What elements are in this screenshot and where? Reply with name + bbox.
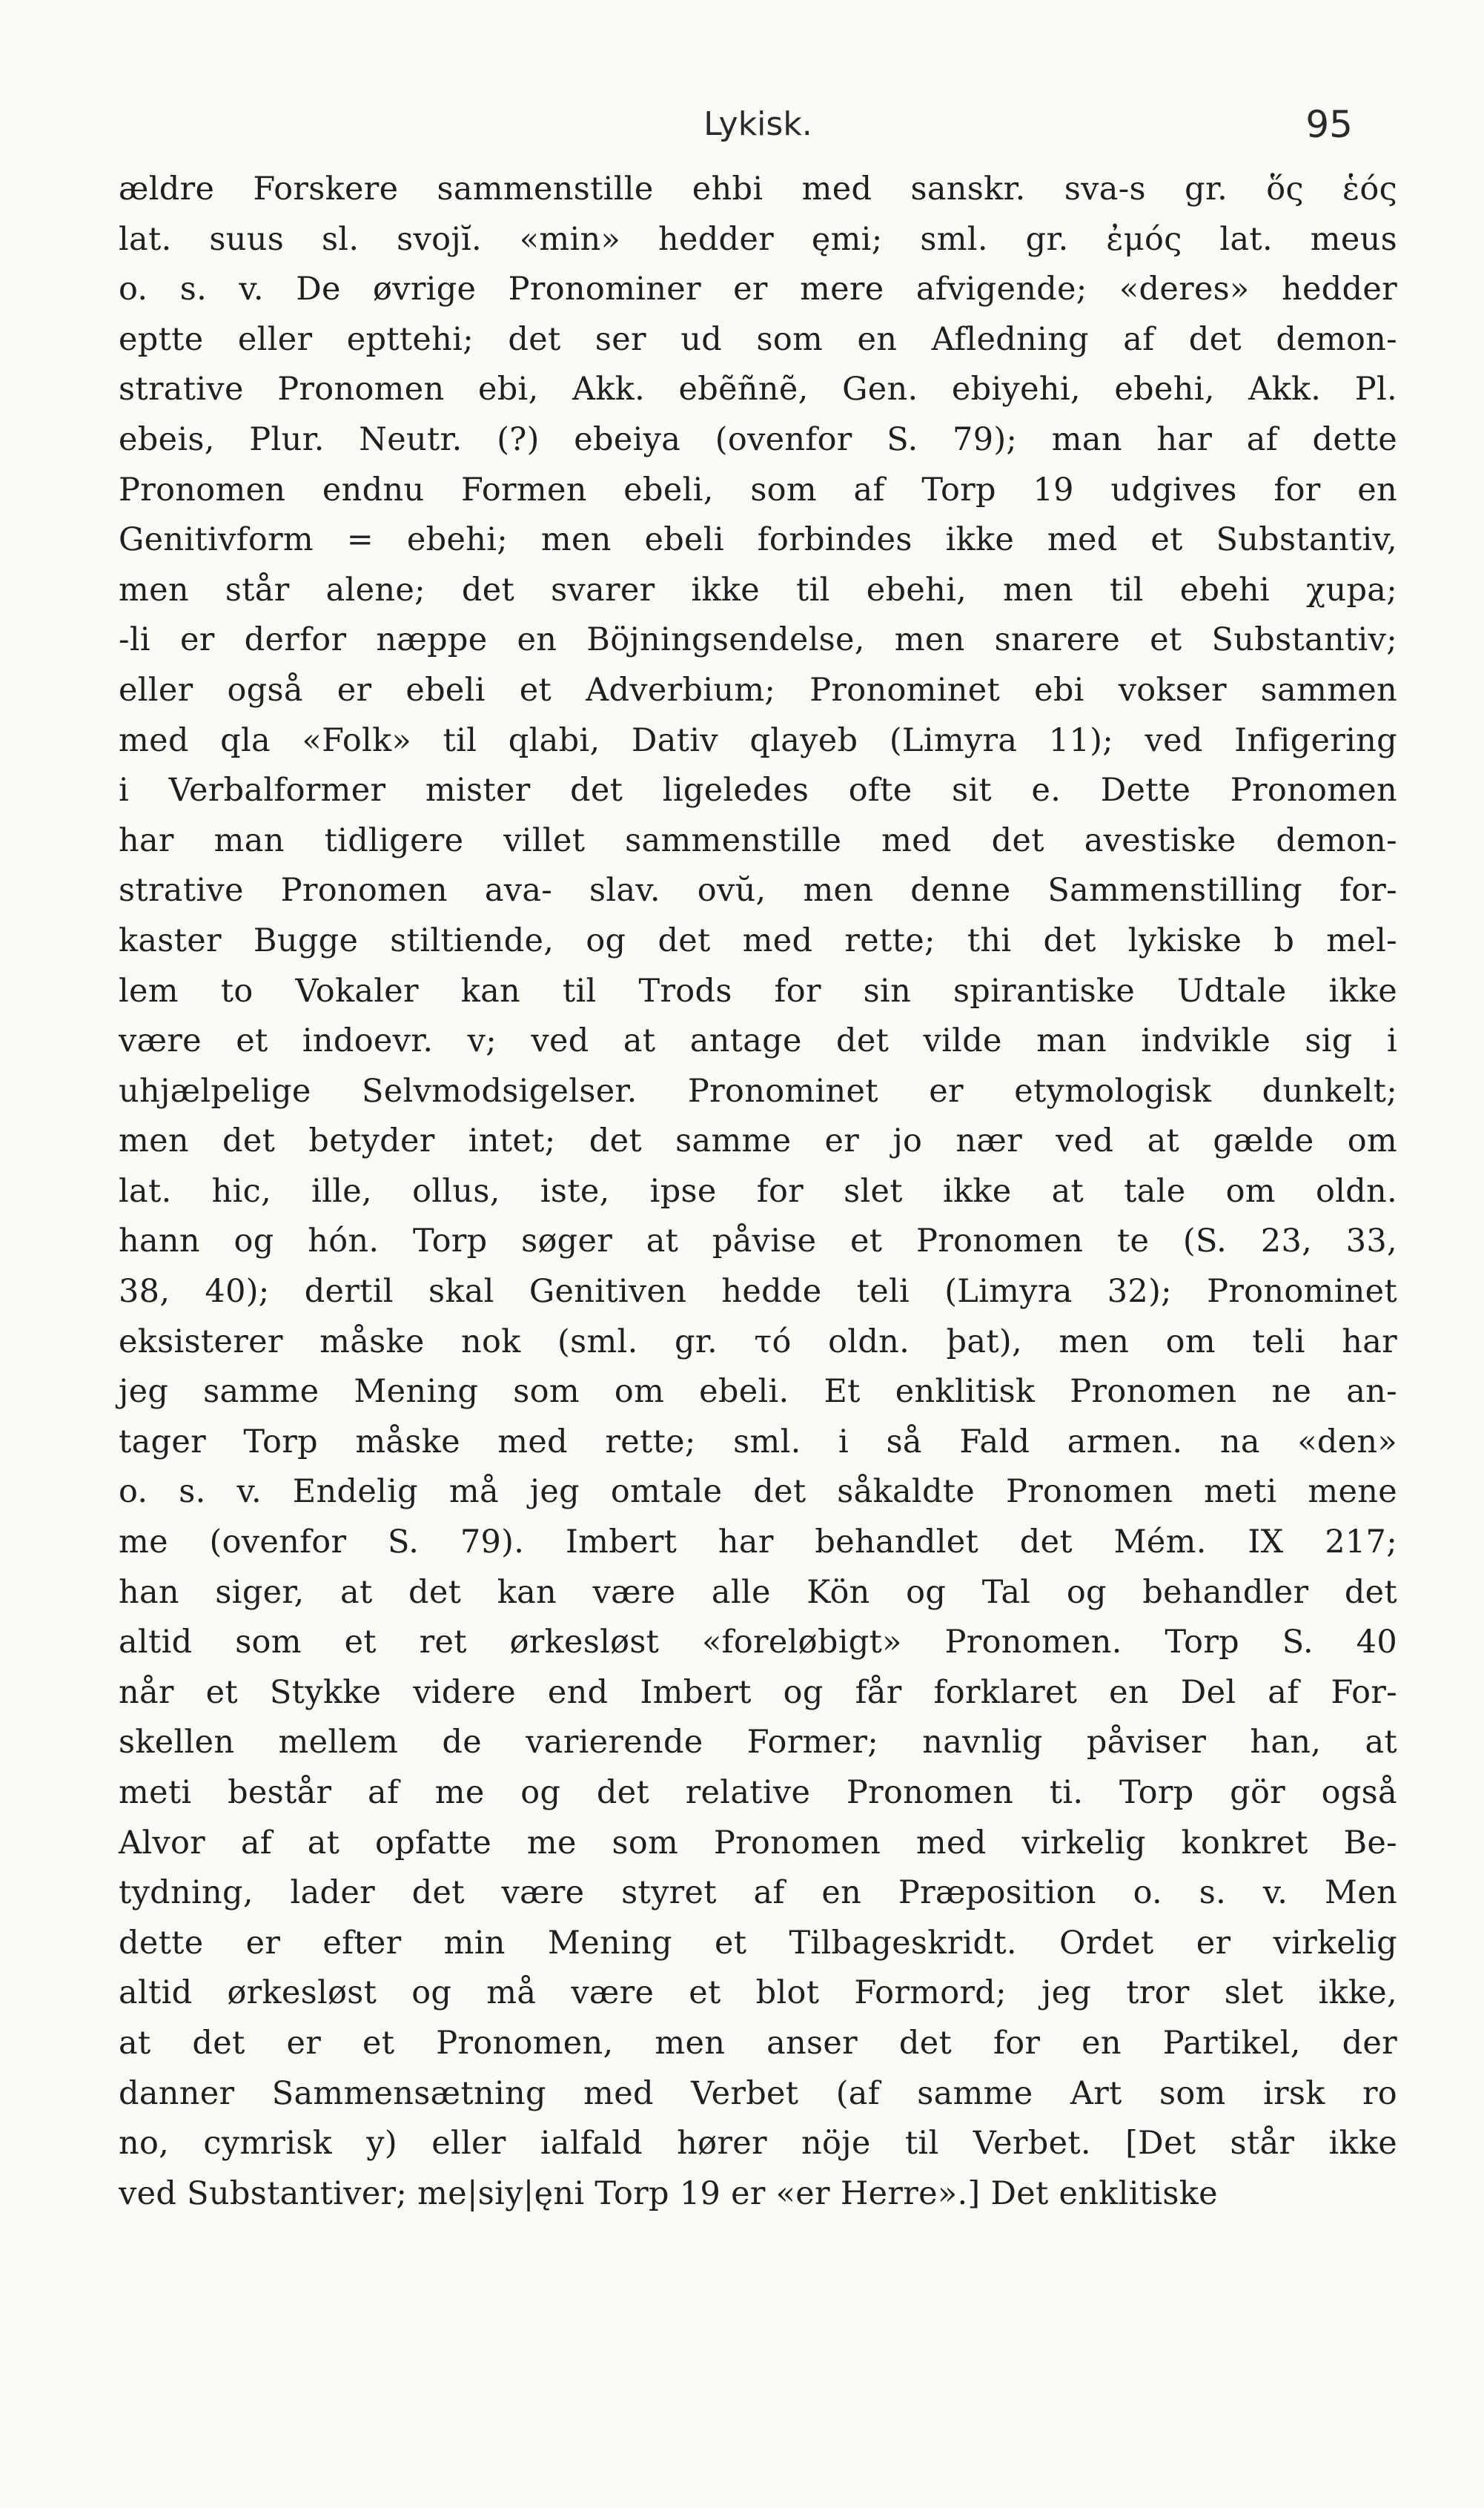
text-line: med qla «Folk» til qlabi, Dativ qlayeb (Limyra 11); ved Infigering [119, 721, 1397, 759]
text-line: når et Stykke videre end Imbert og får forklaret en Del af For- [119, 1673, 1397, 1711]
text-line: danner Sammensætning med Verbet (af samme Art som irsk ro [119, 2074, 1397, 2112]
text-line: tydning, lader det være styret af en Præposition o. s. v. Men [119, 1874, 1397, 1912]
text-line: altid som et ret ørkesløst «foreløbigt» Pronomen. Torp S. 40 [119, 1624, 1397, 1661]
text-line: eptte eller epttehi; det ser ud som en Afledning af det demon- [119, 320, 1397, 358]
text-line: strative Pronomen ava- slav. ovŭ, men denne Sammenstilling for- [119, 872, 1397, 910]
text-line: Pronomen endnu Formen ebeli, som af Torp 19 udgives for en [119, 471, 1397, 509]
text-line: tager Torp måske med rette; sml. i så Fald armen. na «den» [119, 1423, 1397, 1460]
text-line: men det betyder intet; det samme er jo nær ved at gælde om [119, 1122, 1397, 1160]
text-line: ved Substantiver; me|siy|ęni Torp 19 er «er Herre».] Det enklitiske [119, 2174, 1218, 2212]
page-number: 95 [1305, 103, 1353, 146]
text-line: kaster Bugge stiltiende, og det med rette; thi det lykiske b mel- [119, 922, 1397, 959]
body-text [119, 165, 1397, 2219]
text-line: me (ovenfor S. 79). Imbert har behandlet det Mém. IX 217; [119, 1523, 1397, 1561]
text-line: være et indoevr. v; ved at antage det vilde man indvikle sig i [119, 1022, 1397, 1060]
text-line: skellen mellem de varierende Former; navnlig påviser han, at [119, 1724, 1397, 1761]
text-line: no, cymrisk y) eller ialfald hører nöje til Verbet. [Det står ikke [119, 2125, 1397, 2163]
text-line: har man tidligere villet sammenstille med det avestiske demon- [119, 821, 1397, 859]
text-line: han siger, at det kan være alle Kön og Tal og behandler det [119, 1573, 1397, 1611]
text-line: Genitivform = ebehi; men ebeli forbindes ikke med et Substantiv, [119, 521, 1397, 559]
text-line: at det er et Pronomen, men anser det for en Partikel, der [119, 2024, 1397, 2062]
text-line: eksisterer måske nok (sml. gr. τό oldn. þat), men om teli har [119, 1323, 1397, 1360]
text-line: 38, 40); dertil skal Genitiven hedde teli (Limyra 32); Pronominet [119, 1273, 1397, 1311]
text-line: o. s. v. De øvrige Pronominer er mere afvigende; «deres» hedder [119, 271, 1397, 308]
text-line: ældre Forskere sammenstille ehbi med sanskr. sva-s gr. ὅς ἑός [119, 171, 1397, 208]
running-title: Lykisk. [703, 105, 812, 143]
running-header [119, 95, 1397, 154]
text-line: o. s. v. Endelig må jeg omtale det såkaldte Pronomen meti mene [119, 1473, 1397, 1511]
text-line: dette er efter min Mening et Tilbageskridt. Ordet er virkelig [119, 1924, 1397, 1962]
text-line: -li er derfor næppe en Böjningsendelse, men snarere et Substantiv; [119, 621, 1397, 659]
text-line: meti består af me og det relative Pronomen ti. Torp gör også [119, 1774, 1397, 1811]
text-line: jeg samme Mening som om ebeli. Et enklitisk Pronomen ne an- [119, 1373, 1397, 1411]
text-line: altid ørkesløst og må være et blot Formord; jeg tror slet ikke, [119, 1974, 1397, 2012]
text-line: lat. suus sl. svojĭ. «min» hedder ęmi; sml. gr. ἐμός lat. meus [119, 220, 1397, 258]
text-line: eller også er ebeli et Adverbium; Pronominet ebi vokser sammen [119, 671, 1397, 709]
text-line: lem to Vokaler kan til Trods for sin spirantiske Udtale ikke [119, 972, 1397, 1010]
text-line: strative Pronomen ebi, Akk. ebẽñnẽ, Gen. ebiyehi, ebehi, Akk. Pl. [119, 371, 1397, 408]
text-line: uhjælpelige Selvmodsigelser. Pronominet er etymologisk dunkelt; [119, 1072, 1397, 1110]
text-line: Alvor af at opfatte me som Pronomen med virkelig konkret Be- [119, 1824, 1397, 1862]
text-line: ebeis, Plur. Neutr. (?) ebeiya (ovenfor S. 79); man har af dette [119, 420, 1397, 458]
text-line: men står alene; det svarer ikke til ebehi, men til ebehi χupa; [119, 571, 1397, 609]
text-line: lat. hic, ille, ollus, iste, ipse for slet ikke at tale om oldn. [119, 1172, 1397, 1210]
text-line: i Verbalformer mister det ligeledes ofte sit e. Dette Pronomen [119, 772, 1397, 810]
text-line: hann og hón. Torp søger at påvise et Pronomen te (S. 23, 33, [119, 1222, 1397, 1260]
